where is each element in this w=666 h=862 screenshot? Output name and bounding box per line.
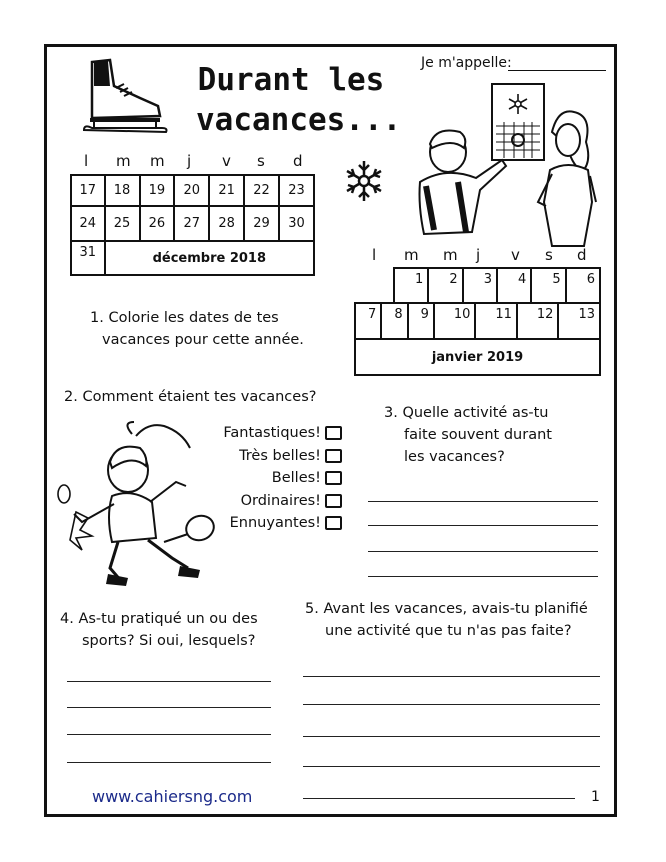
q5-answer-line[interactable] bbox=[303, 736, 600, 737]
december-month-label: décembre 2018 bbox=[105, 241, 314, 275]
q2-options bbox=[212, 422, 342, 535]
date-cell[interactable]: 27 bbox=[174, 206, 209, 241]
option-belles[interactable]: Belles! bbox=[212, 467, 342, 490]
dec-day-headers: l m m j v s d bbox=[84, 152, 303, 170]
checkbox[interactable] bbox=[325, 471, 342, 485]
date-cell[interactable]: 11 bbox=[475, 303, 517, 339]
q4-answer-line[interactable] bbox=[67, 734, 271, 735]
date-cell[interactable]: 3 bbox=[463, 268, 497, 303]
date-cell[interactable]: 6 bbox=[566, 268, 600, 303]
checkbox[interactable] bbox=[325, 516, 342, 530]
date-cell[interactable]: 31 bbox=[71, 241, 105, 275]
option-fantastiques[interactable]: Fantastiques! bbox=[212, 422, 342, 445]
date-cell[interactable]: 8 bbox=[381, 303, 407, 339]
q5-answer-line[interactable] bbox=[303, 766, 600, 767]
date-cell[interactable]: 18 bbox=[105, 175, 140, 206]
date-cell[interactable]: 23 bbox=[279, 175, 314, 206]
checkbox[interactable] bbox=[325, 426, 342, 440]
date-cell[interactable]: 1 bbox=[394, 268, 428, 303]
name-input-line[interactable] bbox=[508, 70, 606, 71]
date-cell[interactable]: 21 bbox=[209, 175, 244, 206]
option-tres-belles[interactable]: Très belles! bbox=[212, 445, 342, 468]
january-calendar-row1 bbox=[393, 267, 601, 304]
q5-answer-line[interactable] bbox=[303, 704, 600, 705]
q3-answer-line[interactable] bbox=[368, 501, 598, 502]
option-ennuyantes[interactable]: Ennuyantes! bbox=[212, 512, 342, 535]
q5-answer-line[interactable] bbox=[303, 798, 575, 799]
badminton-girl-illustration bbox=[52, 418, 218, 588]
january-month-label: janvier 2019 bbox=[355, 339, 600, 375]
date-cell[interactable]: 26 bbox=[140, 206, 175, 241]
date-cell[interactable]: 28 bbox=[209, 206, 244, 241]
date-cell[interactable]: 20 bbox=[174, 175, 209, 206]
q4-answer-line[interactable] bbox=[67, 681, 271, 682]
date-cell[interactable]: 29 bbox=[244, 206, 279, 241]
checkbox[interactable] bbox=[325, 494, 342, 508]
date-cell[interactable]: 4 bbox=[497, 268, 531, 303]
option-ordinaires[interactable]: Ordinaires! bbox=[212, 490, 342, 513]
q3-answer-line[interactable] bbox=[368, 551, 598, 552]
checkbox[interactable] bbox=[325, 449, 342, 463]
skate-illustration bbox=[80, 56, 170, 136]
date-cell[interactable]: 30 bbox=[279, 206, 314, 241]
q3-answer-line[interactable] bbox=[368, 576, 598, 577]
question-2: 2. Comment étaient tes vacances? bbox=[64, 389, 317, 405]
jan-day-headers: l m m j v s d bbox=[372, 246, 587, 264]
website-link[interactable]: www.cahiersng.com bbox=[92, 787, 253, 806]
snowflake-icon bbox=[340, 158, 388, 204]
q5-answer-line[interactable] bbox=[303, 676, 600, 677]
date-cell[interactable]: 17 bbox=[71, 175, 105, 206]
question-4: 4. As-tu pratiqué un ou des sports? Si oui, lesquels? bbox=[60, 611, 258, 649]
date-cell[interactable]: 2 bbox=[428, 268, 462, 303]
q4-answer-line[interactable] bbox=[67, 707, 271, 708]
december-calendar bbox=[70, 174, 315, 276]
kids-calendar-illustration bbox=[406, 82, 602, 248]
date-cell[interactable]: 13 bbox=[558, 303, 600, 339]
question-5: 5. Avant les vacances, avais-tu planifié une activité que tu n'as pas faite? bbox=[305, 601, 588, 639]
date-cell[interactable]: 10 bbox=[434, 303, 476, 339]
question-1: 1. Colorie les dates de tes vacances pour cette année. bbox=[90, 310, 304, 348]
question-3: 3. Quelle activité as-tu faite souvent durant les vacances? bbox=[384, 405, 552, 465]
page-title: Durant les vacances... bbox=[196, 62, 402, 138]
date-cell[interactable]: 22 bbox=[244, 175, 279, 206]
date-cell[interactable]: 19 bbox=[140, 175, 175, 206]
name-label: Je m'appelle: bbox=[421, 55, 512, 71]
page-number: 1 bbox=[591, 789, 600, 805]
january-calendar bbox=[354, 302, 601, 376]
date-cell[interactable]: 25 bbox=[105, 206, 140, 241]
date-cell[interactable]: 5 bbox=[531, 268, 565, 303]
date-cell[interactable]: 12 bbox=[517, 303, 559, 339]
q4-answer-line[interactable] bbox=[67, 762, 271, 763]
date-cell[interactable]: 24 bbox=[71, 206, 105, 241]
q3-answer-line[interactable] bbox=[368, 525, 598, 526]
date-cell[interactable]: 9 bbox=[408, 303, 434, 339]
date-cell[interactable]: 7 bbox=[355, 303, 381, 339]
